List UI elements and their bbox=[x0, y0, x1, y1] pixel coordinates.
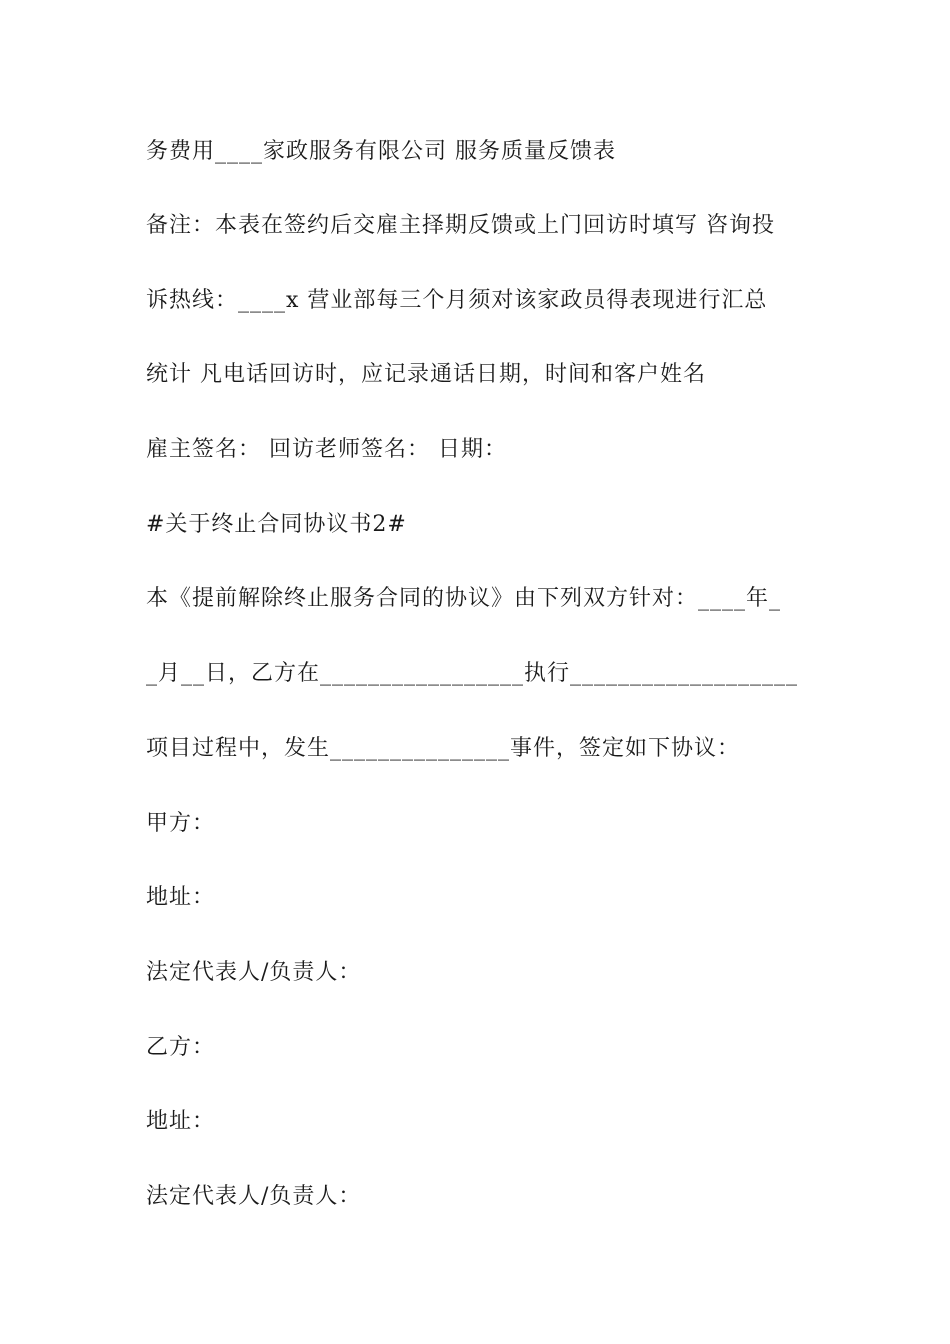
text-line-statistics: 统计 凡电话回访时，应记录通话日期，时间和客户姓名 bbox=[146, 362, 706, 387]
text-line-remark: 备注：本表在签约后交雇主择期反馈或上门回访时填写 咨询投 bbox=[146, 213, 775, 238]
party-a-address-label: 地址： bbox=[146, 885, 216, 910]
text-line-hotline: 诉热线：____x 营业部每三个月须对该家政员得表现进行汇总 bbox=[146, 288, 768, 313]
text-line-event: 项目过程中，发生_______________事件，签定如下协议： bbox=[146, 736, 741, 761]
party-a-label: 甲方： bbox=[146, 811, 216, 836]
text-line-fee-feedback-title: 务费用____家政服务有限公司 服务质量反馈表 bbox=[146, 139, 616, 164]
section-heading: #关于终止合同协议书2# bbox=[146, 512, 407, 537]
text-line-agreement-intro: 本《提前解除终止服务合同的协议》由下列双方针对：____年_ bbox=[146, 586, 782, 611]
text-line-signatures: 雇主签名： 回访老师签名： 日期： bbox=[146, 437, 507, 462]
party-b-label: 乙方： bbox=[146, 1035, 216, 1060]
party-a-representative-label: 法定代表人/负责人： bbox=[146, 960, 362, 985]
party-b-representative-label: 法定代表人/负责人： bbox=[146, 1184, 362, 1209]
party-b-address-label: 地址： bbox=[146, 1109, 216, 1134]
text-line-date-execution: _月__日，乙方在_________________执行___________________ bbox=[146, 661, 799, 686]
